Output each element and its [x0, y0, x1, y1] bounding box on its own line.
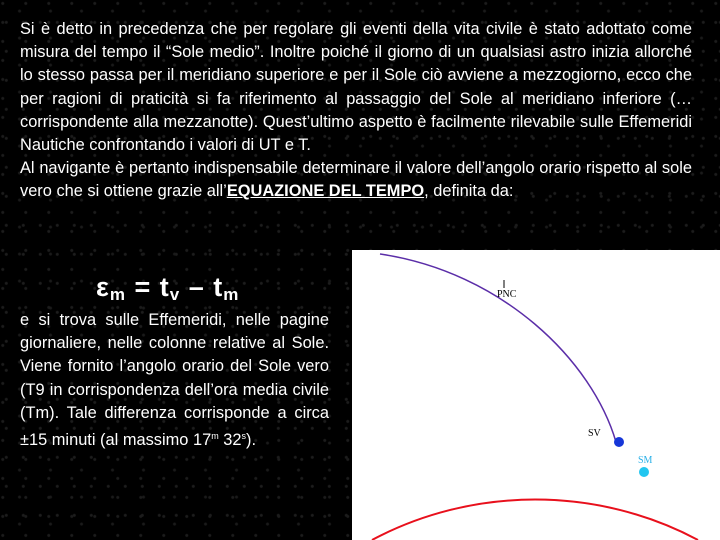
- equation-of-time-term: EQUAZIONE DEL TEMPO: [226, 182, 425, 201]
- celestial-sphere-svg: [352, 250, 720, 540]
- sv-point: [614, 437, 624, 447]
- formula-minus-tm: – t: [180, 272, 224, 302]
- celestial-sphere-diagram: [352, 250, 720, 540]
- paragraph-3-end: ).: [245, 431, 256, 450]
- formula-tm-sub: m: [223, 285, 240, 304]
- formula-equals-tv: = t: [125, 272, 170, 302]
- minutes-unit: m: [211, 431, 219, 442]
- label-sv: SV: [588, 428, 601, 439]
- paragraph-2-text: Al navigante è pertanto indispensabile determinare il valore dell’angolo orario rispetto al sole vero che si ottiene grazie all’: [20, 159, 692, 201]
- formula-epsilon: ε: [96, 272, 110, 302]
- paragraph-2: [20, 157, 692, 203]
- paragraph-3-text: e si trova sulle Effemeridi, nelle pagine giornaliere, nelle colonne relative al Sole. Viene fornito l’angolo orario del Sole vero (T9 in corrispondenza dell’ora media civile (Tm). Tale differenza corrisponde a circa ±15 minuti (al massimo 17: [20, 311, 329, 450]
- text-block-top: [20, 18, 692, 204]
- paragraph-1: Si è detto in precedenza che per regolare gli eventi della vita civile è stato adottato come misura del tempo il “Sole medio”. Inoltre poiché il giorno di un qualsiasi astro inizia allorché lo stesso passa per il meridiano superiore e per il Sole ciò avviene a mezzogiorno, ecco che per ragioni di praticità si fa riferimento al passaggio del Sole al meridiano inferiore (…corrispondente alla mezzanotte). Quest’ultimo aspetto è facilmente rilevabile sulle Effemeridi Nautiche confrontando i valori di UT e T.: [20, 20, 692, 155]
- meridian-arc: [380, 254, 616, 442]
- seconds-value: 32: [218, 431, 242, 450]
- formula-epsilon-sub: m: [109, 285, 126, 304]
- paragraph-3: [20, 309, 329, 452]
- label-pnc: PNC: [497, 289, 517, 300]
- celestial-sphere-arc: [372, 500, 698, 540]
- sm-point: [639, 467, 649, 477]
- seconds-unit: s: [241, 431, 246, 442]
- paragraph-2-end: , definita da:: [424, 182, 514, 201]
- equation-formula: [96, 272, 239, 305]
- formula-tv-sub: v: [169, 285, 181, 304]
- label-sm: SM: [638, 455, 653, 466]
